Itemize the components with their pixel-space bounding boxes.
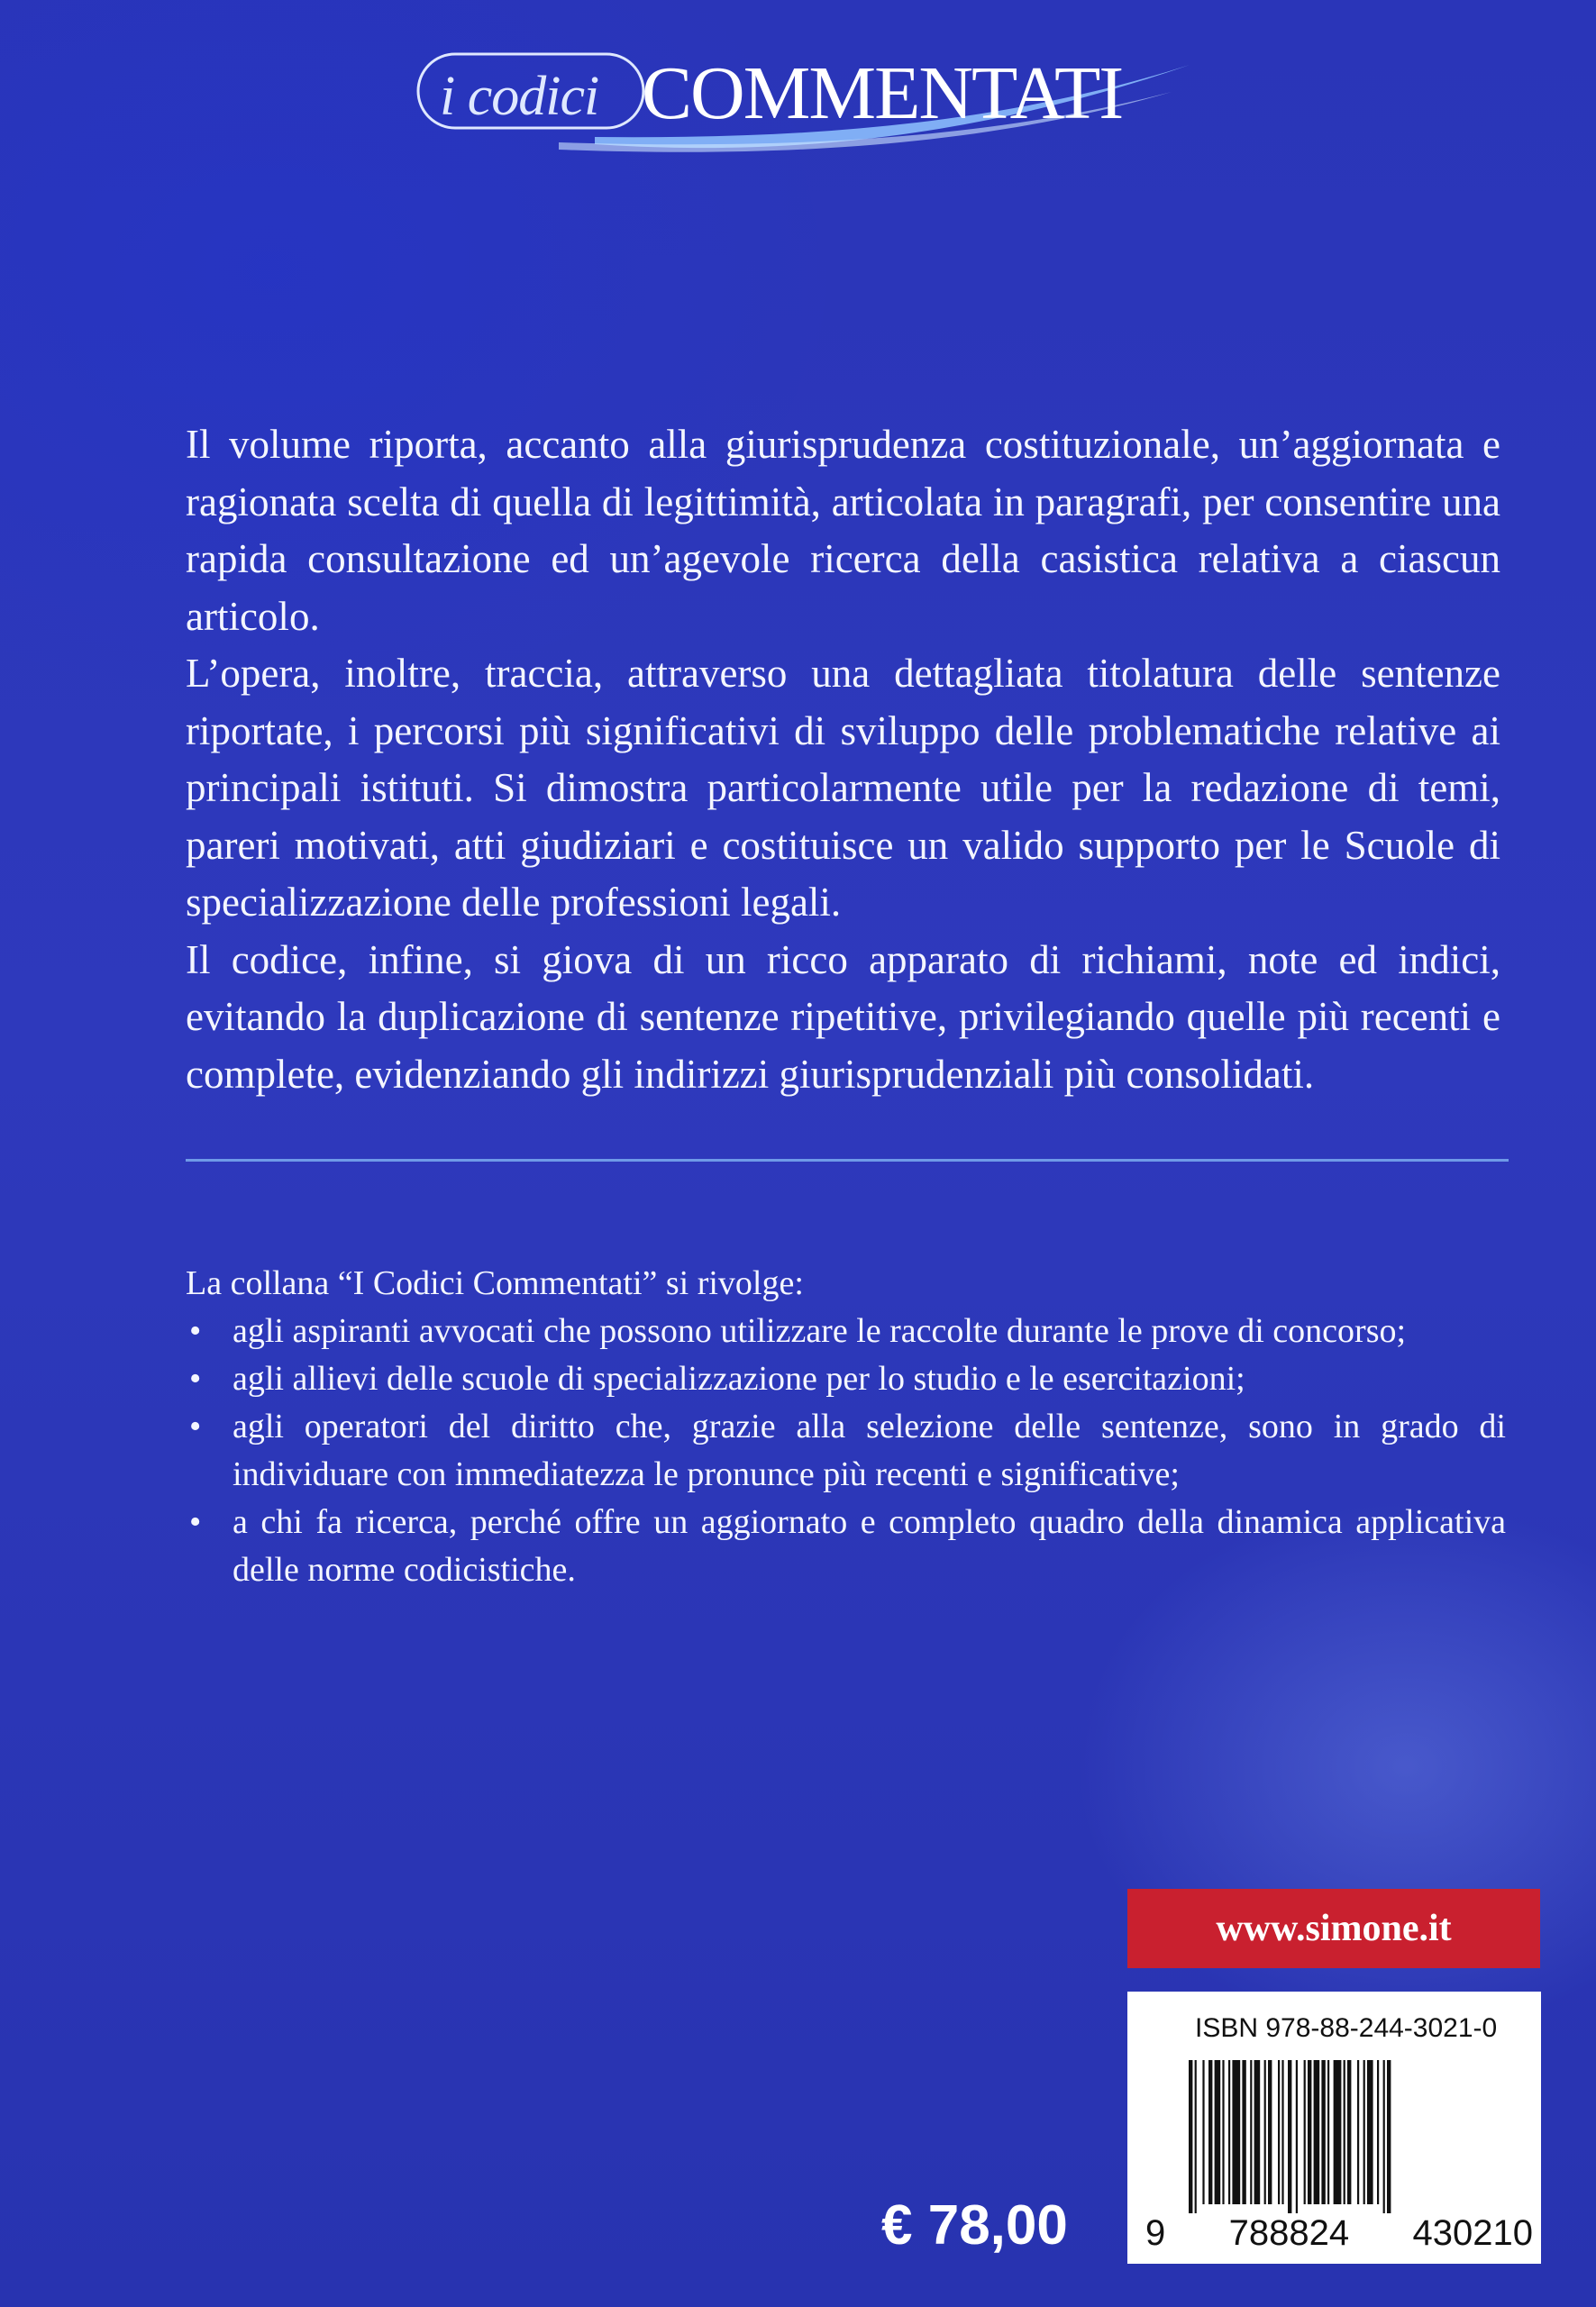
description-paragraph-2: L’opera, inoltre, traccia, attraverso una dettagliata titolatura delle sentenze riportate, i percorsi più significativi di sviluppo delle problematiche relative ai principali istituti. Si dimostra particolarmente utile per la redazione di temi, pareri motivati, atti giudiziari e costituisce un valido supporto per le Scuole di specializzazione delle professioni legali. bbox=[186, 651, 1500, 925]
barcode-bar bbox=[1195, 2060, 1197, 2213]
barcode-bar bbox=[1228, 2060, 1230, 2204]
bullet-icon: • bbox=[189, 1408, 202, 1445]
barcode-bar bbox=[1254, 2060, 1261, 2204]
list-item-text: agli aspiranti avvocati che possono utilizzare le raccolte durante le prove di concorso; bbox=[233, 1312, 1407, 1350]
list-item-text: agli allievi delle scuole di specializzazione per lo studio e le esercitazioni; bbox=[233, 1360, 1245, 1398]
barcode-bar bbox=[1344, 2060, 1345, 2204]
barcode-bar bbox=[1304, 2060, 1306, 2204]
list-item bbox=[186, 1355, 1506, 1403]
barcode-bar bbox=[1296, 2060, 1298, 2213]
barcode-bar bbox=[1334, 2060, 1342, 2204]
barcode-bar bbox=[1264, 2060, 1266, 2204]
bullet-icon: • bbox=[189, 1312, 202, 1350]
barcode-bar bbox=[1347, 2060, 1351, 2204]
list-item-text: agli operatori del diritto che, grazie alla selezione delle sentenze, sono in grado di individuare con immediatezza le pronunce più recenti e significative; bbox=[233, 1408, 1506, 1493]
book-description bbox=[186, 416, 1500, 1103]
barcode-bar bbox=[1281, 2060, 1283, 2204]
isbn-label: ISBN 978-88-244-3021-0 bbox=[1195, 2013, 1498, 2043]
publisher-website: www.simone.it bbox=[1127, 1889, 1540, 1968]
barcode-bar bbox=[1202, 2060, 1204, 2204]
barcode-bar bbox=[1314, 2060, 1320, 2204]
logo-prefix-text: i codici bbox=[440, 66, 599, 127]
barcode-bar bbox=[1377, 2060, 1379, 2204]
barcode-bar bbox=[1327, 2060, 1329, 2204]
barcode-digit-group-right: 430210 bbox=[1412, 2213, 1533, 2253]
barcode-bar bbox=[1288, 2060, 1291, 2213]
barcode-bar bbox=[1308, 2060, 1311, 2204]
barcode-digit-lead: 9 bbox=[1145, 2213, 1166, 2253]
barcode-bar bbox=[1383, 2060, 1385, 2213]
barcode-bar bbox=[1367, 2060, 1373, 2204]
barcode-bar bbox=[1242, 2060, 1245, 2204]
barcode-bar bbox=[1387, 2060, 1391, 2213]
list-item-text: a chi fa ricerca, perché offre un aggiornato e completo quadro della dinamica applicativa delle norme codicistiche. bbox=[233, 1503, 1506, 1589]
list-item bbox=[186, 1499, 1506, 1594]
barcode-bar bbox=[1357, 2060, 1359, 2204]
barcode-digits bbox=[1145, 2213, 1533, 2254]
barcode-panel bbox=[1127, 1992, 1541, 2264]
barcode-bar bbox=[1232, 2060, 1240, 2204]
barcode-bar bbox=[1215, 2060, 1221, 2204]
barcode-bar bbox=[1363, 2060, 1365, 2204]
audience-list bbox=[186, 1308, 1506, 1594]
description-paragraph-1: Il volume riporta, accanto alla giurisprudenza costituzionale, un’aggiornata e ragionata scelta di quella di legittimità, articolata in paragrafi, per consentire una rapida consultazione ed un’agevole ricerca della casistica relativa a ciascun articolo. bbox=[186, 422, 1500, 639]
barcode-bar bbox=[1321, 2060, 1325, 2204]
list-item bbox=[186, 1403, 1506, 1499]
barcode-bar bbox=[1250, 2060, 1252, 2204]
series-audience-section bbox=[186, 1260, 1506, 1594]
barcode-bar bbox=[1189, 2060, 1192, 2213]
price-label: € 78,00 bbox=[881, 2194, 1068, 2257]
list-item bbox=[186, 1308, 1506, 1355]
bullet-icon: • bbox=[189, 1503, 202, 1541]
logo-main-text: COMMENTATI bbox=[642, 51, 1123, 135]
barcode-bar bbox=[1222, 2060, 1224, 2204]
bullet-icon: • bbox=[189, 1360, 202, 1398]
section-divider bbox=[186, 1159, 1509, 1162]
barcode-graphic bbox=[1189, 2060, 1486, 2213]
barcode-digit-group-left: 788824 bbox=[1228, 2213, 1350, 2253]
barcode-bar bbox=[1208, 2060, 1212, 2204]
series-intro: La collana “I Codici Commentati” si rivolge: bbox=[186, 1264, 804, 1302]
series-logo bbox=[415, 38, 1199, 155]
barcode-bar bbox=[1278, 2060, 1280, 2204]
description-paragraph-3: Il codice, infine, si giova di un ricco apparato di richiami, note ed indici, evitando la duplicazione di sentenze ripetitive, privilegiando quelle più recenti e complete, evidenziando gli indirizzi giurisprudenziali più consolidati. bbox=[186, 936, 1500, 1097]
barcode-bar bbox=[1268, 2060, 1272, 2204]
